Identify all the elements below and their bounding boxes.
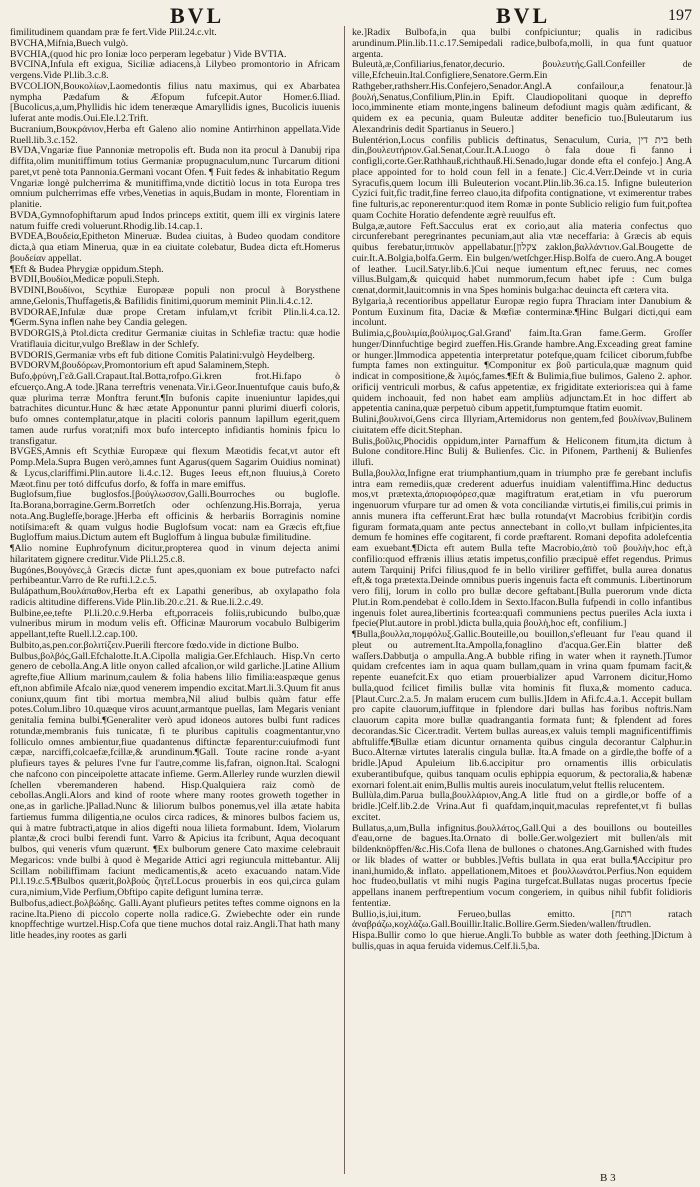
right-column — [352, 28, 692, 1178]
dictionary-entry: Bulbofus,adiect.βολβώδης. Galli.Ayant plufieurs petites teftes comme oignons en la racine.Ita.Pieno di piccolo coperte nolla radice.G. Zwiebechte oder ein runde knopffechtige wurtzel.Hisp.Cofa que tiene muchos dotal raiz.Angli.That hath many litle heades,iny rootes as garli — [10, 897, 340, 941]
dictionary-entry: ke.]Radix Bulbofa,in qua bulbi confpiciuntur; qualis in radicibus arundinum.Plin.lib.11.c.17.Semipedali radice,bulbofa,molli, in qua funt quatuor argenta. — [352, 28, 692, 60]
dictionary-entry: BVDII,Βουδίοι,Medicæ populi.Steph. — [10, 274, 160, 286]
dictionary-entry: Bulis,βοῦλις,Phocidis oppidum,inter Parnaffum & Heliconem fitum,ita dictum à Bulone conditore.Hinc Bulij & Bulienfes. Cic. in Pifonem, Parthenij & Bulienfes illufi. — [352, 435, 692, 468]
dictionary-entry: BVGES,Amnis eft Scythiæ Europææ qui flexum Mæotidis fecat,vt autor eft Pomp.Mela.Supra Bugen verò,amnes funt Agarus(quem Sagarim Ouidius nominat) & Lycus,clariffimi.Plin.autore li.4.c.12. Buges Ieeus eft,non fluuius,à Coreto Mæot.finu per totó diffcufus dorfo, & foffa in mare emiffus. — [10, 446, 340, 490]
dictionary-entry: BVCHIA,(quod hic pro Ioniæ loco perperam legebatur ) Vide BVTIA. — [10, 48, 287, 60]
dictionary-entry: Bulápathum,Βουλάπαθον,Herba eft ex Lapathi generibus, ab oxylapatho fola radicis altitudine differens.Vide Plin.lib.20.c.21. & Rue.li.2.c.49. — [10, 586, 340, 608]
dictionary-entry: Bullio,is,iui,itum. Ferueo,bullas emitto. [רתח ratach ἀναβράζω,κοχλάζω.Gall.Bouillir.Italic.Bollire.Germ.Sieden/wallen/ftrudlen. Hispa.Bullir como lo que hierue.Angli.To bubble as water doth ʃeething.]Dictum à bullis,quas in aqua feruida videmus.Celf.li.5,ba. — [352, 908, 692, 952]
dictionary-entry: Buglofsum,fiue buglosfos.[βούγλωσσον,Galli.Bourroches ou buglofle. Ita.Borana,borragine.Germ.Borretſch oder ochſenzung.His.Borraja, yerua nota.Ang.Buglefſe,borage.]Herba eft officinis & herbariis Borraginis nomine notiſsima:eft & quam vulgus hodie Buglofsum vocat: nam ea Græcìs eft,fiue Bugloffum maius.Dictum autem eft Bugloffum à lingua bubulæ fimilitudine. — [10, 489, 340, 544]
dictionary-entry: ¶Bulla,βουλλα,πομφόλυξ.Gallic.Bouteille,ou bouillon,s'efleuant fur l'eau quand il pleut ou autrement.Ita.Ampolla,fonaglino d'acqua.Ger.Ein blatter deß waſſers.Dabbutja o ampulla.Ang.A bubble rifing in water when it rayneth.]Tumor quidam crefcentes iam in aqua quam bullam,quam in vrina quam fpumam facit,& repente euanefcit.Ex quo etiam prouerbializer apud Varronem dicitur,Homo bulla,quod fcilicet fimilis bullæ vita hominis fit fluxa,& momento caduca.[Plaut.Curc.2.a.5. Jn malam erucem cum bullis.]Idem in Afi.fc.4.a.1. Accepit bullam pro capite clauorum,iuffitque in fplendore dari bullas has foribus noftris.Nam clauorum capita more bullæ quadrangantia formata funt; & fplendent ad fores decorandas.Sic Cicer.tradit. Vertem bullas aureas,ex valuis templi magnificentiffimis abftuliffe.¶Bullæ etiam dicuntur ornamenta quibus cingula decorantur Calphur.in Buco.Alternæ virtutes lateralis cingula bullæ. Ita.A fmade on a girdle,the boffe of a bridle.]Apud Apuleium lib.6.accipitur pro ornamentis illis orbiculatis exuberantibufque, quibus tanquam oculis ephippia equorum, & pectoralia,& habenæ exornari folent.ait enim,Bullis multis aureis inoculatum,velut ftellis relucentem. — [352, 629, 692, 791]
dictionary-entry: Bucranium,Βουκράνιον,Herba eft Galeno alio nomine Antirrhinon appellata.Vide Ruell.lib.3.c.152. — [10, 123, 340, 146]
dictionary-entry: Buleutà,æ,Confiliarius,fenator,decurio. βουλευτής.Gall.Confeiller de ville,Efcheuin.Ital.Configliere,Senatore.Germ.Ein Rathgeber,rathsherr.His.Confejero,Senador.Angl.A confailour,a fenatour.]à βουλή,Senatus,Confilium,Plin.in Epift. Claudiopolitani quoque in depreffo loco,imminente etiam monte,ingens balineum defodiunt magis quàm ædificant, & quidem ex ea pecunia, quam Buleutæ additer beneficio tuo.[Buleutarum ius Alexandrinis dedit Spartianus in Seuero.] — [352, 59, 692, 135]
dictionary-entry: Bulbine,ee,tefte Pl.li.20.c.9.Herba eft,porraceis foliis,rubicundo bulbo,quæ vulneribus mirum in modum velis eft. Officinæ Maurorum vocabulo Bulbigerim appellant,tefte Ruell.l.2.cap.100. — [10, 607, 340, 640]
dictionary-entry: Bullatus,a,um,Bulla infignitus.βουλλάτος,Gall.Qui a des bouillons ou bouteilles d'eau,orne de bagues.Ita.Ornato di bolle.Ger.wolgeziert mit bullen/als mit bildenknöpffen/&c.His.Cofa llena de bullones o chatones.Ang.Garnished with ftudes or lik blades of watter or bubbles.]Veftis bullata in qua erat bulla.¶Accipitur pro inanì,humido,& inflato. appellationem,Mitoes et βουλλωνάτοι.Perfius.Non equidem hoc ftudeo,bullatis vt mihi nugis Pagina turgefcat.Bullatas nugas procertus fpecie appellans inanem perftrepentium vocum congeriem, in quibus nihil fubfit folidioris fententiæ. — [352, 822, 692, 909]
dictionary-entry: BVDINI,Βουδίνοι, Scythiæ Europææ populi non procul à Borysthene amne,Gelonis,Thuffagetis,& Bafilidis finitimi,quorum meminit Plin.li.4.c.12. — [10, 285, 340, 307]
header-right: BVL — [496, 3, 551, 28]
dictionary-entry: Bulbus,βολβός,Gall.Efchalotte.It.A.Cipolla maligia.Ger.Efchlauch. Hisp.Vn certo genero de cebolla.Ang.A litle onyon called afcalion,or wild garliche.]Latine Allium agrefte,fiue Allium marinum,caulem & folia habens lilio fimilia:easpæque genus eft,non abfimile Afcalo niæ,quod venerem impendio excitat.Mart.li.3.Quum fit anus coniunx,quum fint tibi mortua membra,Nil aliud bulbis quàm fatur effe potes.Colum.libro 10.quæque viros acuunt,armantque puellas, Iam Megaris veniant genitalia femina bulbi.¶Generaliter verò apud idoneos autores bulbi funt radices rotundæ,membranis fuis tunicatæ, fi te pluribus capitulis coagmentantur,vno folliculo omnes ambientur,fiue quadantenus diftinctæ feparentur:cuiufmodi funt cæpæ, narciffi,colcaefæ,fcillæ,& arundinum.¶Gall. Toute racine ronde a-yant plufieurs tayes & pelures l'vne fur l'autre,comme lis,fafran, oignon.Ital. Scalogni che nafcono con pinceipolette attacate infieme. Germ.Allerley runde wurzlen diewil ſchellen vberemanderen habend. Hisp.Qualquiera raiz comò de cebollas.Angli.Alors and kind of roote where many rootes groweth together in one,as in garliche.]Pallad.Nunc & liliorum bulbos ponemus,vel illa ætate habita fartiemus fumma diligentia,ne oculos circa radices, & minores bulbos faciem us, qui à matre fubtractì,atque in alios digefti noua lilieta formabunt. Idem, Violarum plantæ,& croci bulbi ferendi funt. Varro & Apicius ita fcribunt, Aqua decoquant bulbos, qui veneris vfum quærunt. ¶Ex bulborum genere Cato maxime celebrauit Megaricos: vnde bulbi à quod è Megaride Attici agri regiuncula mittebantur. Alij Scillam nobiliffimam faciunt medicamentis,& aceto exacuando natam.Vide Pl.l.19.c.5.¶Bulbos quærit,βολβοὺς ζητεῖ.Locus prouerbis in eos qui,circa gulam cura,nimium,Vide Perfium,Obftipo capite defigunt lumina terræ. — [10, 650, 340, 898]
dictionary-entry: ¶Alio nomine Euphrofynum dicitur,propterea quod in vinum dejecta animi hilaritatem gignere creditur.Vide Pli.l.25.c.8. — [10, 543, 340, 565]
dictionary-entry: fimilitudinem quandam præ fe fert.Vide Plil.24.c.vlt. — [10, 28, 217, 38]
dictionary-entry: BVDA,Gymnofophiftarum apud Indos princeps extitit, quem illi ex virginis latere natum fuiffe credi voluerunt.Rhodig.lib.14.cap.1. — [10, 209, 340, 232]
dictionary-entry: Bulbito,as,pen.cor.βολιτίζειν.Puerili ftercore fœdo.vide in dictione Bulbo. — [10, 639, 299, 651]
page-number: 197 — [668, 7, 692, 24]
dictionary-entry: Bulga,æ,autore Feft.Sacculus erat ex corio,aut alia materia confectus quo circunferebant peregrinantes pecuniam,aut alia vtæ neceffaria: à Græcis ab equis quibus ferebatur,ἱππικὸν appellabatur.[צקלון zaklon,βαλλάντιον.Gal.Bougette de cuir.It.A.Bolgia,bolfa.Germ. Ein bulgen/wetſchger.Hisp.Bolfa de cuero.Ang.A bouget of leather. Lucil.Satyr.lib.6.]Cui neque iumentum eft,nec feruus, nec comes villus.Bulgam,& quicquid habet nummorum,fecum habet ipfe : Cum bulga cœnat,dormit,lauit:omnis in vna Spes hominis bulga:hac deuincta eft cætera vita. — [352, 220, 692, 296]
dictionary-entry: BVCHA,Mifnia,Buech vulgò. — [10, 37, 129, 49]
signature-mark: B 3 — [600, 1172, 616, 1184]
dictionary-entry: BVDORGIS,à Ptol.dicta creditur Germaniæ ciuitas in Schlefiæ tractu: quæ hodie Vratiflauia dicitur,vulgo Breßlaw in der Schlefy. — [10, 328, 340, 350]
left-column — [10, 28, 340, 1178]
column-divider — [344, 26, 345, 1174]
dictionary-entry: Bugónes,Βουγόνες,à Græcis dictæ funt apes,quoniam ex boue putrefacto nafci perhibeantur.Varro de Re rufti.l.2.c.5. — [10, 564, 340, 587]
dictionary-entry: BVCOLION,Βουκολίων,Laomedontis filius natu maximus, qui ex Abarbatea nympha Pædafum & Æfopum fufcepit.Autor Homer.6.Iliad. [Bucolicus,a,um,Phyllidis hic idem teneræque Amaryllidis ignes, Bucolicis iuuenis luferat ante modis.Oui.Ele.l.2.Trift. — [10, 80, 340, 124]
running-header — [0, 3, 700, 29]
dictionary-entry: Bulini,βουλινοί,Gens circa Illyriam,Artemidorus non gentem,fed βουλίνων,Bulinem ciuitatem effe dicit.Stephan. — [352, 414, 692, 436]
dictionary-entry: Bullùla,dim.Parua bulla,βουλλάριον,Ang.A litle ftud on a girdle,or boffe of a bridle.]Celf.lib.2.de Vrina.Aut fi quafdam,inquit,maculas reprefentet,vt fi bullas excitet. — [352, 790, 692, 823]
header-left: BVL — [170, 3, 225, 28]
dictionary-entry: Bulla,βουλλα,Infigne erat triumphantium,quam in triumpho præ fe gerebant inclufis intra eam remediis,quæ crederent aduerfus inuidiam valentiffima.Hinc deductus mos,vt prætexta,ἀποριοφόρεσ,quæ magiftratum erat,etiam in vfu puerorum ingenuorum vfurpare tur ad omen & vota conciliandæ virtutis,ei fimilis,cui primis in annis munera ifta cefferunt.Erat hæc bulla rotunda(vt Macrobius fcribit)in cordis figuram formata,quam ante pectus annectebant in collo,vt bullam infpicientes,ita demum fe homines effe cogitarent, fi corde præftarent. Romani depofita adolefcentia eam exuebant.¶Dicta eft autem Bulla tefte Macrobio,ἀπὸ τοῦ βουλὴν,hoc eft,à confilio:quod effrænis illius ætatis impetus,confilio præcipuè effet regendus. Primus autem Tarquinij Prifci filius,quod fe in bello virilirer geffiffet, bulla aurea donatus eft,& toga prætexta.Deinde omnibus pueris ingenuis facta eft communis. Libertinorum vero filij, lorum in collo pro bullæ decore geftabant.[Bulla puerorum vnde dicta Plut.in Rom.pendebat è collo.Idem in Sexto.Ifacon.Bulla fufpendi in collo infantibus ingenuis folet aurea,libertinis fcortea:quafi communiens pectus pueriles Acla iuxta i fpecie(Plut.autore in probl.)dicta bulla,quia βουλὴ,hoc eft, confilium.] — [352, 467, 692, 630]
dictionary-entry: Bulimia,ς,βουλιμία,βούλιμος.Gal.Grand' faim.Ita.Gran fame.Germ. Groſſer hunger/Dinnfuchtige begird zueffen.His.Grande hambre.Ang.Exceading great famine or hunger.]Immodica appetentia interpretatur potefque,quam fcilicet ciborum,fubfbe fumpta fames non extinguitur. ¶Componitur ex βοῦ particula,quæ magnum quid indicat in compositione,& λιμός,fames.¶Eft & Bulimia,fiue bulimos, Galeno 2. aphor. orificij ventriculi morbus, & cafus appetentiæ, ex frigiditate exterioris:ea qui à fame quidem inchoauit, fed non habet eam ampliùs adjunctam.Et in hoc differt ab appetentia canina,quæ perpetuò cibum appetit,fumptumque ftatim euomit. — [352, 328, 692, 415]
dictionary-entry: BVCINA,Infula eft exigua, Siciliæ adiacens,à Lilybeo promontorio in Africam vergens.Vide Pl.lib.3.c.8. — [10, 59, 340, 81]
dictionary-entry: BVDA,Vngariæ fiue Pannoniæ metropolis eft. Buda non ita procul à Danubij ripa diffita,olim munitiffimum totius Germaniæ propugnaculum,nunc Turcarum ditioni paret,vt penè tota Pannonia.Germanì vocant Ofen. ¶ Fuit fedes & inhabitatio Regum Vngariæ longè pulcherrima & munitiffima,vnde dictitiò locus in tota Europa tres omnium pulcherrimas effe vrbes,Venetias in aquis,Budam in monte, Florentiam in planitie. — [10, 145, 340, 210]
dictionary-entry: BVDORVM,βουδόρων,Promontorium eft apud Salaminem,Steph. — [10, 360, 270, 372]
dictionary-entry: Bufo,ϕρύνη,Γεᾶ.Gall.Crapaut.Ital.Botta,rofpo.Gi.kren frot.Hi.fapo ò efcuerço.Ang.A tode.]Rana terreftris venenata.Vir.i.Geor.Inuentufque cauis bufo,& quæ plurima terræ Monftra ferunt.¶In bufonis capite inueniuntur lapides,qui batrachites dicuntur.Hunc & hæc ætate Apponuntur panni plurimi diuerfi coloris, bufo omnes contemplatur,atque in placiti coloris pannum lapillum egerit,quem tamen aude rurfus vorat;nifi mox bufo intercepto infidiantis hominis fpicu lo transfigatur. — [10, 371, 340, 447]
dictionary-entry: ¶Eft & Budea Phrygiæ oppidum.Steph. — [10, 263, 164, 275]
dictionary-entry: Bylgaria,à recentioribus appellatur Europæ regio fupra Thraciam inter Danubium & Pontum Euxinum fita, Daciæ & Mœfiæ conterminæ.¶Hinc Bulgari dicti,qui eam incolunt. — [352, 295, 692, 329]
dictionary-entry: BVDORAE,Infulæ duæ prope Cretam infulam,vt fcribit Plin.li.4.ca.12. ¶Germ.Syna inflen nahe bey Candia gelegen. — [10, 306, 340, 329]
dictionary-entry: Bulentérion,Locus confilis publicis deftinatus, Senaculum, Curia, בית דין beth din,βουλευτήριον.Gal.Senat,Cour.It.A.Luogo ò fala doue fi fanno i configli,corte.Ger.Rathhauß,richthauß.Hi.Senado,lugar donde efta el confejo.] Ang.A place appointed for to hold coun fell in a fenate.] Cic.4.Verr.Deinde vt in curia Syracufis,quem locum illi Buleuterion vocant.Plin.lib.36.ca.15. Infigne buleuterion Cyzici fuit,fic tradit,fine ferreo clauo,ita difpofita contignatione, vt eximerentur trabes fine fulturis,ac reponerentur:quod item Romæ in ponte Sublicio religio fum fuit,poftea quam Cochite Horatio defendente ægrè reuulfus eft. — [352, 134, 692, 221]
dictionary-entry: BVDORIS,Germaniæ vrbs eft fub ditione Comitis Palatini:vulgò Heydelberg. — [10, 349, 315, 361]
dictionary-entry: BVDEA,Βουδεία,Epitheton Mineruæ. Budea ciuitas, à Budeo quodam conditore dicta,à qua etiam Minerua, quæ in ea ciuitate colebatur, Budea dicta eft.Homerus βουδείαν appellat. — [10, 231, 340, 264]
